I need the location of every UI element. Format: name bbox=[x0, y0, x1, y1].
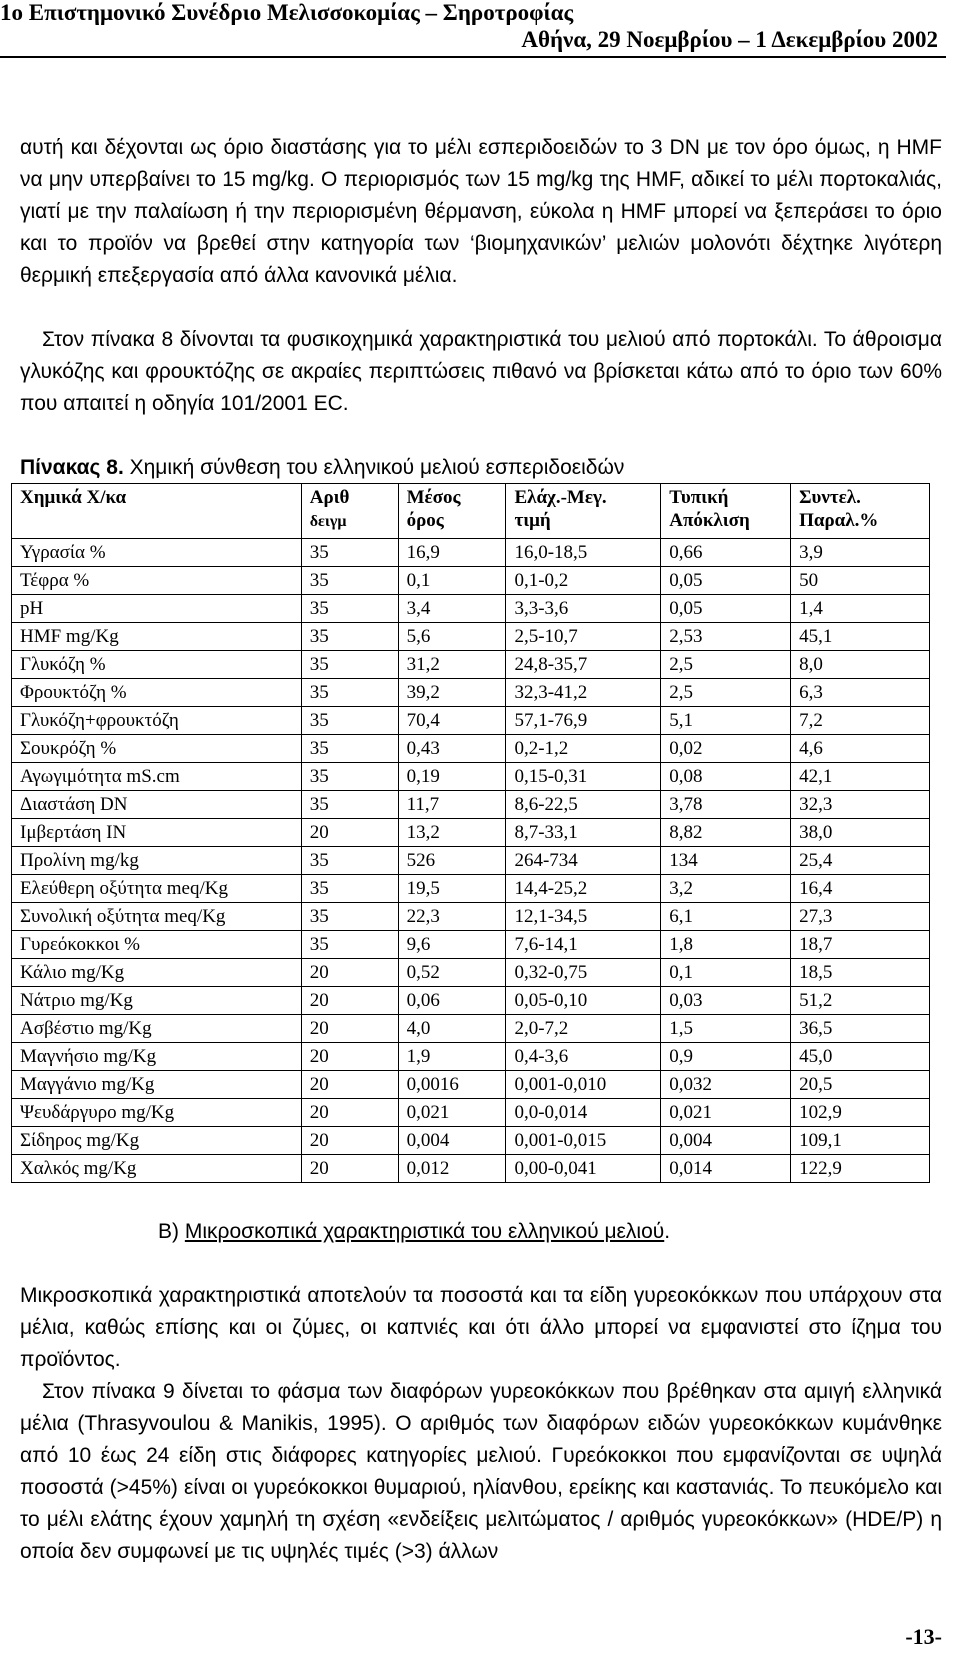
table-cell: Προλίνη mg/kg bbox=[12, 847, 302, 875]
table-cell: 264-734 bbox=[506, 847, 661, 875]
table-cell: 4,6 bbox=[791, 735, 930, 763]
table-cell: 13,2 bbox=[398, 819, 506, 847]
table-cell: 0,032 bbox=[661, 1071, 791, 1099]
table-cell: 25,4 bbox=[791, 847, 930, 875]
table-row bbox=[12, 763, 930, 791]
table-cell: 70,4 bbox=[398, 707, 506, 735]
paragraph-3: Μικροσκοπικά χαρακτηριστικά αποτελούν τα ποσοστά και τα είδη γυρεοκόκκων που υπάρχουν στα μέλια, καθώς επίσης και οι ζύμες, οι καπνιές και ότι άλλο μπορεί να εμφανιστεί στο ίζημα του προϊόντος. bbox=[20, 1284, 942, 1371]
table-cell: Νάτριο mg/Kg bbox=[12, 987, 302, 1015]
table-cell: 11,7 bbox=[398, 791, 506, 819]
table-cell: 35 bbox=[301, 763, 398, 791]
table-cell: 2,5 bbox=[661, 679, 791, 707]
table-cell: 35 bbox=[301, 567, 398, 595]
header-line-1: Συντελ. bbox=[799, 487, 861, 508]
table-row bbox=[12, 903, 930, 931]
table-cell: 7,2 bbox=[791, 707, 930, 735]
table-row bbox=[12, 679, 930, 707]
table-cell: 0,03 bbox=[661, 987, 791, 1015]
table-cell: 20 bbox=[301, 1155, 398, 1183]
table-cell: 39,2 bbox=[398, 679, 506, 707]
table-cell: 0,66 bbox=[661, 539, 791, 567]
table-cell: 0,021 bbox=[661, 1099, 791, 1127]
conference-date: Αθήνα, 29 Νοεμβρίου – 1 Δεκεμβρίου 2002 bbox=[521, 27, 938, 52]
table-cell: 14,4-25,2 bbox=[506, 875, 661, 903]
table-cell: Αγωγιμότητα mS.cm bbox=[12, 763, 302, 791]
paragraph-1: αυτή και δέχονται ως όριο διαστάσης για το μέλι εσπεριδοειδών το 3 DN με τον όρο όμως, η HMF να μην υπερβαίνει το 15 mg/kg. Ο περιορισμός των 15 mg/kg της HMF, αδικεί το μέλι πορτοκαλιάς, γιατί με την παλαίωση ή την περιορισμένη θέρμανση, εύκολα η HMF μπορεί να ξεπεράσει το όριο και το προϊόν να βρεθεί στην κατηγορία των ‘βιομηχανικών’ μελιών μολονότι δέχτηκε λιγότερη θερμική επεξεργασία από άλλα κανονικά μέλια. bbox=[20, 136, 942, 287]
table-cell: 0,001-0,010 bbox=[506, 1071, 661, 1099]
table-cell: 20 bbox=[301, 1043, 398, 1071]
table-cell: 35 bbox=[301, 847, 398, 875]
table-cell: 0,1-0,2 bbox=[506, 567, 661, 595]
table-cell: 16,9 bbox=[398, 539, 506, 567]
section-b-prefix: Β) bbox=[158, 1220, 185, 1243]
table-cell: 1,5 bbox=[661, 1015, 791, 1043]
table-cell: 0,1 bbox=[661, 959, 791, 987]
table-cell: 35 bbox=[301, 791, 398, 819]
table-cell: 0,0016 bbox=[398, 1071, 506, 1099]
header-line-1: Ελάχ.-Μεγ. bbox=[514, 487, 607, 508]
table-row bbox=[12, 651, 930, 679]
table-cell: 35 bbox=[301, 931, 398, 959]
table-cell: 22,3 bbox=[398, 903, 506, 931]
table-cell: 3,9 bbox=[791, 539, 930, 567]
table-cell: 0,00-0,041 bbox=[506, 1155, 661, 1183]
header-rule bbox=[0, 56, 946, 58]
table-cell: 3,2 bbox=[661, 875, 791, 903]
table-cell: 42,1 bbox=[791, 763, 930, 791]
table-row bbox=[12, 595, 930, 623]
table-cell: 35 bbox=[301, 623, 398, 651]
table-cell: 0,52 bbox=[398, 959, 506, 987]
table-cell: 8,7-33,1 bbox=[506, 819, 661, 847]
table-cell: HMF mg/Kg bbox=[12, 623, 302, 651]
table-row bbox=[12, 1015, 930, 1043]
table-cell: 27,3 bbox=[791, 903, 930, 931]
table-cell: 20 bbox=[301, 1071, 398, 1099]
table-cell: Ιμβερτάση IN bbox=[12, 819, 302, 847]
header-line-2: δειγμ bbox=[309, 513, 347, 530]
section-b-heading bbox=[158, 1220, 670, 1244]
table-row bbox=[12, 791, 930, 819]
table-cell: 16,4 bbox=[791, 875, 930, 903]
table-row bbox=[12, 987, 930, 1015]
page-header bbox=[0, 0, 960, 56]
table-row bbox=[12, 819, 930, 847]
table-cell: 0,08 bbox=[661, 763, 791, 791]
table-row bbox=[12, 1043, 930, 1071]
table-cell: 0,05-0,10 bbox=[506, 987, 661, 1015]
table-cell: 32,3-41,2 bbox=[506, 679, 661, 707]
header-line-1: Αριθ bbox=[309, 487, 350, 508]
table-cell: 45,0 bbox=[791, 1043, 930, 1071]
table-cell: 0,2-1,2 bbox=[506, 735, 661, 763]
table-cell: 1,8 bbox=[661, 931, 791, 959]
conference-title: 1ο Επιστημονικό Συνέδριο Μελισσοκομίας – Σηροτροφίας bbox=[0, 0, 574, 25]
table-cell: 35 bbox=[301, 595, 398, 623]
header-line-2: Παραλ.% bbox=[799, 510, 879, 531]
table-row bbox=[12, 707, 930, 735]
table-cell: 35 bbox=[301, 539, 398, 567]
table-cell: 0,004 bbox=[398, 1127, 506, 1155]
table-cell: 0,014 bbox=[661, 1155, 791, 1183]
table-cell: pH bbox=[12, 595, 302, 623]
table-header-row bbox=[12, 484, 930, 539]
table-cell: 2,0-7,2 bbox=[506, 1015, 661, 1043]
table-cell: 18,5 bbox=[791, 959, 930, 987]
table-cell: 45,1 bbox=[791, 623, 930, 651]
table-cell: 35 bbox=[301, 651, 398, 679]
table-cell: Χαλκός mg/Kg bbox=[12, 1155, 302, 1183]
table-cell: Ψευδάργυρο mg/Kg bbox=[12, 1099, 302, 1127]
table-cell: 0,0-0,014 bbox=[506, 1099, 661, 1127]
table-cell: 20 bbox=[301, 959, 398, 987]
table-cell: 35 bbox=[301, 679, 398, 707]
table-cell: 35 bbox=[301, 875, 398, 903]
header-cell bbox=[506, 484, 661, 539]
table-cell: 12,1-34,5 bbox=[506, 903, 661, 931]
table-cell: 526 bbox=[398, 847, 506, 875]
table-cell: Γλυκόζη % bbox=[12, 651, 302, 679]
page-number: -13- bbox=[905, 1624, 942, 1649]
table-cell: 8,82 bbox=[661, 819, 791, 847]
section-b-suffix: . bbox=[664, 1220, 671, 1243]
table-cell: 8,6-22,5 bbox=[506, 791, 661, 819]
table-cell: Συνολική οξύτητα meq/Kg bbox=[12, 903, 302, 931]
table-cell: 38,0 bbox=[791, 819, 930, 847]
table-cell: 20 bbox=[301, 819, 398, 847]
table-row bbox=[12, 539, 930, 567]
table-cell: 0,32-0,75 bbox=[506, 959, 661, 987]
table-cell: Ελεύθερη οξύτητα meq/Kg bbox=[12, 875, 302, 903]
table-row bbox=[12, 1155, 930, 1183]
table-cell: Υγρασία % bbox=[12, 539, 302, 567]
table-cell: Κάλιο mg/Kg bbox=[12, 959, 302, 987]
table-cell: 16,0-18,5 bbox=[506, 539, 661, 567]
table-cell: 0,05 bbox=[661, 567, 791, 595]
table-cell: Σουκρόζη % bbox=[12, 735, 302, 763]
table-cell: 3,4 bbox=[398, 595, 506, 623]
table-cell: Φρουκτόζη % bbox=[12, 679, 302, 707]
table-cell: Γυρεόκοκκοι % bbox=[12, 931, 302, 959]
table-row bbox=[12, 931, 930, 959]
table-cell: 6,1 bbox=[661, 903, 791, 931]
header-line-2: όρος bbox=[406, 510, 444, 531]
table-cell: 24,8-35,7 bbox=[506, 651, 661, 679]
table-cell: 0,15-0,31 bbox=[506, 763, 661, 791]
header-line-1: Χημικά Χ/κα bbox=[20, 487, 127, 508]
header-cell bbox=[398, 484, 506, 539]
table-cell: 0,19 bbox=[398, 763, 506, 791]
header-line-2: τιμή bbox=[514, 510, 551, 531]
table-cell: 0,4-3,6 bbox=[506, 1043, 661, 1071]
table-cell: 5,1 bbox=[661, 707, 791, 735]
table-row bbox=[12, 959, 930, 987]
table-cell: 134 bbox=[661, 847, 791, 875]
table-cell: 3,3-3,6 bbox=[506, 595, 661, 623]
table-cell: 20 bbox=[301, 1127, 398, 1155]
table-cell: 31,2 bbox=[398, 651, 506, 679]
table-cell: Τέφρα % bbox=[12, 567, 302, 595]
table-cell: 102,9 bbox=[791, 1099, 930, 1127]
table-row bbox=[12, 875, 930, 903]
table-cell: 51,2 bbox=[791, 987, 930, 1015]
table-cell: 1,4 bbox=[791, 595, 930, 623]
table-cell: 19,5 bbox=[398, 875, 506, 903]
chemical-composition-table bbox=[11, 483, 930, 1183]
table-caption-text: Χημική σύνθεση του ελληνικού μελιού εσπεριδοειδών bbox=[123, 456, 625, 479]
table-cell: 50 bbox=[791, 567, 930, 595]
table-cell: 2,53 bbox=[661, 623, 791, 651]
table-cell: Ασβέστιο mg/Kg bbox=[12, 1015, 302, 1043]
table-cell: Μαγνήσιο mg/Kg bbox=[12, 1043, 302, 1071]
table-cell: 122,9 bbox=[791, 1155, 930, 1183]
table-cell: Διαστάση DN bbox=[12, 791, 302, 819]
table-cell: 0,43 bbox=[398, 735, 506, 763]
table-caption bbox=[20, 456, 624, 480]
table-cell: 0,06 bbox=[398, 987, 506, 1015]
table-cell: 0,012 bbox=[398, 1155, 506, 1183]
paragraph-2: Στον πίνακα 8 δίνονται τα φυσικοχημικά χαρακτηριστικά του μελιού από πορτοκάλι. Το άθροισμα γλυκόζης και φρουκτόζης σε ακραίες περιπτώσεις πιθανό να βρίσκεται κάτω από το όριο των 60% που απαιτεί η οδηγία 101/2001 EC. bbox=[20, 328, 942, 415]
table-cell: 0,001-0,015 bbox=[506, 1127, 661, 1155]
paragraph-4: Στον πίνακα 9 δίνεται το φάσμα των διαφόρων γυρεοκόκκων που βρέθηκαν στα αμιγή ελληνικά μέλια (Thrasyvoulou & Manikis, 1995). Ο αριθμός των διαφόρων ειδών γυρεοκόκκων κυμάνθηκε από 10 έως 24 είδη στις διάφορες κατηγορίες μελιού. Γυρεόκοκκοι που εμφανίζονται σε υψηλά ποσοστά (>45%) είναι οι γυρεόκοκκοι θυμαριού, ηλίανθου, ερείκης και καστανιάς. Το πευκόμελο και το μέλι ελάτης έχουν χαμηλή τη σχέση «ενδείξεις μελιτώματος / αριθμός γυρεοκόκκων» (HDE/P) η οποία δεν συμφωνεί με τις υψηλές τιμές (>3) άλλων bbox=[20, 1380, 942, 1563]
table-cell: 109,1 bbox=[791, 1127, 930, 1155]
table-row bbox=[12, 1127, 930, 1155]
header-cell bbox=[791, 484, 930, 539]
table-cell: 4,0 bbox=[398, 1015, 506, 1043]
table-cell: 20 bbox=[301, 1099, 398, 1127]
header-cell bbox=[661, 484, 791, 539]
table-cell: 0,02 bbox=[661, 735, 791, 763]
table-caption-label: Πίνακας 8. bbox=[20, 456, 124, 479]
table-row bbox=[12, 735, 930, 763]
header-line-1: Τυπική bbox=[669, 487, 729, 508]
table-body bbox=[12, 539, 930, 1183]
table-cell: 8,0 bbox=[791, 651, 930, 679]
table-cell: 7,6-14,1 bbox=[506, 931, 661, 959]
table-cell: 6,3 bbox=[791, 679, 930, 707]
table-cell: 2,5-10,7 bbox=[506, 623, 661, 651]
table-cell: 0,1 bbox=[398, 567, 506, 595]
table-cell: 57,1-76,9 bbox=[506, 707, 661, 735]
table-cell: 20,5 bbox=[791, 1071, 930, 1099]
table-cell: 2,5 bbox=[661, 651, 791, 679]
table-cell: Σίδηρος mg/Kg bbox=[12, 1127, 302, 1155]
table-cell: 0,05 bbox=[661, 595, 791, 623]
table-row bbox=[12, 1099, 930, 1127]
table-cell: 1,9 bbox=[398, 1043, 506, 1071]
header-line-2: Απόκλιση bbox=[669, 510, 750, 531]
table-cell: 35 bbox=[301, 903, 398, 931]
section-b-title: Μικροσκοπικά χαρακτηριστικά του ελληνικού μελιού bbox=[184, 1220, 665, 1243]
table-cell: 20 bbox=[301, 987, 398, 1015]
table-cell: 5,6 bbox=[398, 623, 506, 651]
table-row bbox=[12, 623, 930, 651]
table-cell: 36,5 bbox=[791, 1015, 930, 1043]
table-row bbox=[12, 1071, 930, 1099]
header-cell bbox=[301, 484, 398, 539]
table-row bbox=[12, 567, 930, 595]
table-cell: 32,3 bbox=[791, 791, 930, 819]
table-cell: 20 bbox=[301, 1015, 398, 1043]
table-cell: 9,6 bbox=[398, 931, 506, 959]
table-cell: 35 bbox=[301, 735, 398, 763]
table-cell: 0,004 bbox=[661, 1127, 791, 1155]
table-cell: 0,9 bbox=[661, 1043, 791, 1071]
table-cell: 3,78 bbox=[661, 791, 791, 819]
table-cell: Μαγγάνιο mg/Kg bbox=[12, 1071, 302, 1099]
header-cell bbox=[12, 484, 302, 539]
table-cell: 35 bbox=[301, 707, 398, 735]
table-cell: Γλυκόζη+φρουκτόζη bbox=[12, 707, 302, 735]
table-row bbox=[12, 847, 930, 875]
table-cell: 18,7 bbox=[791, 931, 930, 959]
header-line-1: Μέσος bbox=[406, 487, 461, 508]
table-cell: 0,021 bbox=[398, 1099, 506, 1127]
